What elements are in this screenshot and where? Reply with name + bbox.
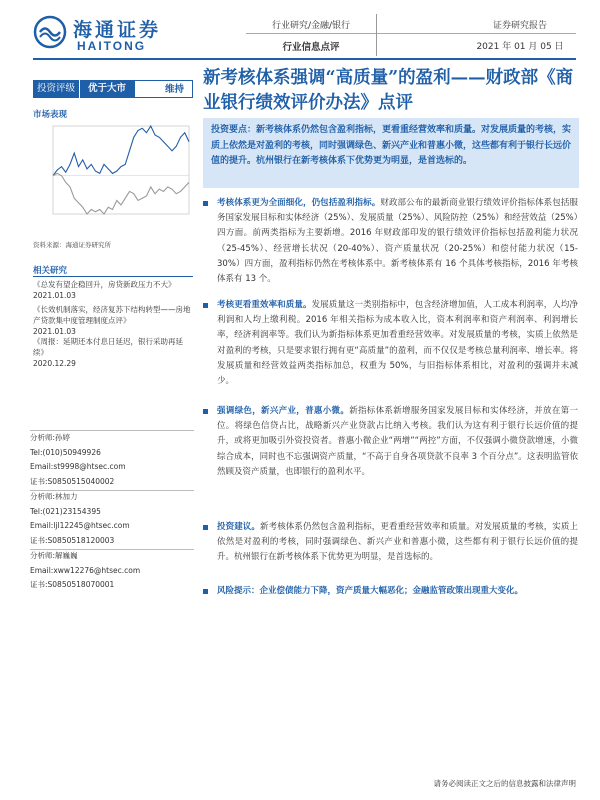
header-vertical-divider: [376, 14, 377, 56]
chart-series-line-2: [53, 173, 189, 214]
related-item-date: 2021.01.03: [33, 327, 76, 336]
analyst-cert: 证书:S0850518120003: [30, 535, 115, 545]
related-research-title: 相关研究: [33, 266, 68, 276]
rating-label: 投资评级: [33, 80, 80, 98]
logo-english: HAITONG: [77, 39, 147, 53]
analyst-tel: Tel:(021)23154395: [30, 506, 101, 516]
paragraph-text: 发展质量这一类别指标中，包含经济增加值，人工成本利润率，人均净利润和人均上缴利税。2016 年相关指标为成本收入比，资本利润率和资产利润率、利润增长率，经济利润率等。我们认为新指标体系更加看重经营效率。对发展质量的考核，实质上依然是对盈利的考核，只是要求银行拥有更“高质量”的盈利，而不仅仅是考核总量利润率、增长率。将发展质量和经营效益两类指标加总，权重为 50%，与旧指标体系相比，对盈利的强调并未减少。: [217, 300, 578, 387]
report-title: 新考核体系强调“高质量”的盈利——财政部《商业银行绩效评价办法》点评: [203, 68, 574, 113]
square-bullet-icon: [203, 303, 208, 308]
related-item[interactable]: [33, 304, 193, 337]
body-paragraph: [203, 196, 578, 287]
related-item[interactable]: [33, 279, 193, 301]
chart-series-line-1: [53, 126, 189, 176]
haitong-logo: [33, 13, 173, 53]
analyst-name: 分析师:解巍巍: [30, 551, 78, 560]
analyst-block: [30, 490, 194, 548]
risk-warning: [203, 584, 578, 599]
report-type: 证券研究报告: [492, 21, 547, 31]
square-bullet-icon: [203, 201, 208, 206]
analyst-name: 分析师:孙婷: [30, 433, 71, 442]
report-section: 行业信息点评: [282, 42, 340, 53]
analyst-email[interactable]: Email:st9998@htsec.com: [30, 462, 126, 471]
header-rule: [33, 58, 576, 60]
related-item-date: 2020.12.29: [33, 359, 76, 368]
body-paragraph: [203, 404, 578, 480]
paragraph-text: 新指标体系新增服务国家发展目标和实体经济，并放在第一位。将绿色信贷占比，战略新兴产业贷款占比纳入考核。我们认为这有利于银行长远价值的提升，或将更加吸引外资投资者。普惠小微企业“两增”“两控”方面，不仅强调小微贷款增速，小微综合成本，同时也不忘强调资产质量，“不高于自身各项贷款不良率 3 个百分点”。这表明监管依然顾及资产质量，也即银行的盈利水平。: [217, 406, 578, 477]
analyst-name: 分析师:林加力: [30, 492, 78, 501]
risk-text: 风险提示：企业偿债能力下降，资产质量大幅恶化；金融监管政策出现重大变化。: [217, 586, 524, 596]
square-bullet-icon: [203, 409, 208, 414]
square-bullet-icon: [203, 589, 208, 594]
chart-source: 资料来源：海通证券研究所: [33, 241, 111, 249]
market-performance-chart: [33, 120, 193, 228]
header-divider: [246, 33, 576, 34]
analyst-email[interactable]: Email:xww12276@htsec.com: [30, 565, 141, 575]
paragraph-highlight: 考核更看重效率和质量。: [217, 300, 312, 310]
square-bullet-icon: [203, 525, 208, 530]
body-paragraph: [203, 520, 578, 566]
related-item-text: 《长效机制落实，经济复苏下结构转型——房地产贷款集中度管理制度点评》: [33, 305, 191, 325]
investment-rating: [33, 80, 193, 98]
analyst-block: [30, 431, 194, 489]
related-item-text: 《周报：延期还本付息日延迟，银行采助再延续》: [33, 337, 183, 357]
haitong-logo-icon: [33, 15, 67, 49]
analyst-cert: 证书:S0850518070001: [30, 580, 115, 589]
disclaimer-footer: 请务必阅读正文之后的信息披露和法律声明: [433, 779, 576, 788]
report-date: 2021 年 01 月 05 日: [476, 42, 564, 52]
paragraph-highlight: 考核体系更为全面细化，仍包括盈利指标。: [217, 198, 381, 208]
paragraph-text: 财政部公布的最新商业银行绩效评价指标体系包括服务国家发展目标和实体经济（25%）、发展质量（25%）、风险防控（25%）和经营效益（25%）四方面。前两类指标为主要新增。2016 年财政部印发的银行绩效评价指标包括盈利能力状况（25-45%）、经营增长状况（20-40%）、资产质量状况（20-25%）和偿付能力状况（15-30%）四方面，盈利指标仍然在考核体系中。新考核体系有 16 个具体考核指标，2016 年考核体系有 13 个。: [217, 198, 578, 285]
paragraph-highlight: 强调绿色，新兴产业，普惠小微。: [217, 406, 350, 416]
analyst-tel: Tel:(010)50949926: [30, 447, 101, 457]
body-paragraph: [203, 298, 578, 389]
market-performance-title: 市场表现: [33, 110, 68, 120]
related-item-text: 《总发有望企稳回升，房贷新政压力不大》: [33, 280, 176, 289]
rating-value: 优于大市: [87, 83, 126, 94]
analyst-email[interactable]: Email:ljl12245@htsec.com: [30, 521, 130, 530]
paragraph-text: 新考核体系仍然包含盈利指标，更看重经营效率和质量。对发展质量的考核，实质上依然是对盈利的考核，同时强调绿色、新兴产业和普惠小微，这些都有利于银行长远价值的提升。杭州银行在新考核体系下优势更为明显，是首选标的。: [217, 522, 578, 563]
paragraph-highlight: 投资建议。: [217, 522, 260, 532]
report-category: 行业研究/金融/银行: [271, 21, 351, 31]
related-item[interactable]: [33, 336, 193, 369]
analyst-block: [30, 549, 194, 593]
logo-chinese: 海通证券: [73, 19, 162, 41]
rating-action: 维持: [134, 80, 193, 98]
analyst-cert: 证书:S0850515040002: [30, 476, 115, 486]
chart-frame: [53, 126, 189, 214]
related-item-date: 2021.01.03: [33, 291, 76, 300]
investment-summary: 投资要点：新考核体系仍然包含盈利指标，更看重经营效率和质量。对发展质量的考核，实质上依然是对盈利的考核，同时强调绿色、新兴产业和普惠小微，这些都有利于银行长远价值的提升。杭州银行在新考核体系下优势更为明显，是首选标的。: [203, 118, 579, 188]
related-research-rule: [33, 276, 193, 277]
